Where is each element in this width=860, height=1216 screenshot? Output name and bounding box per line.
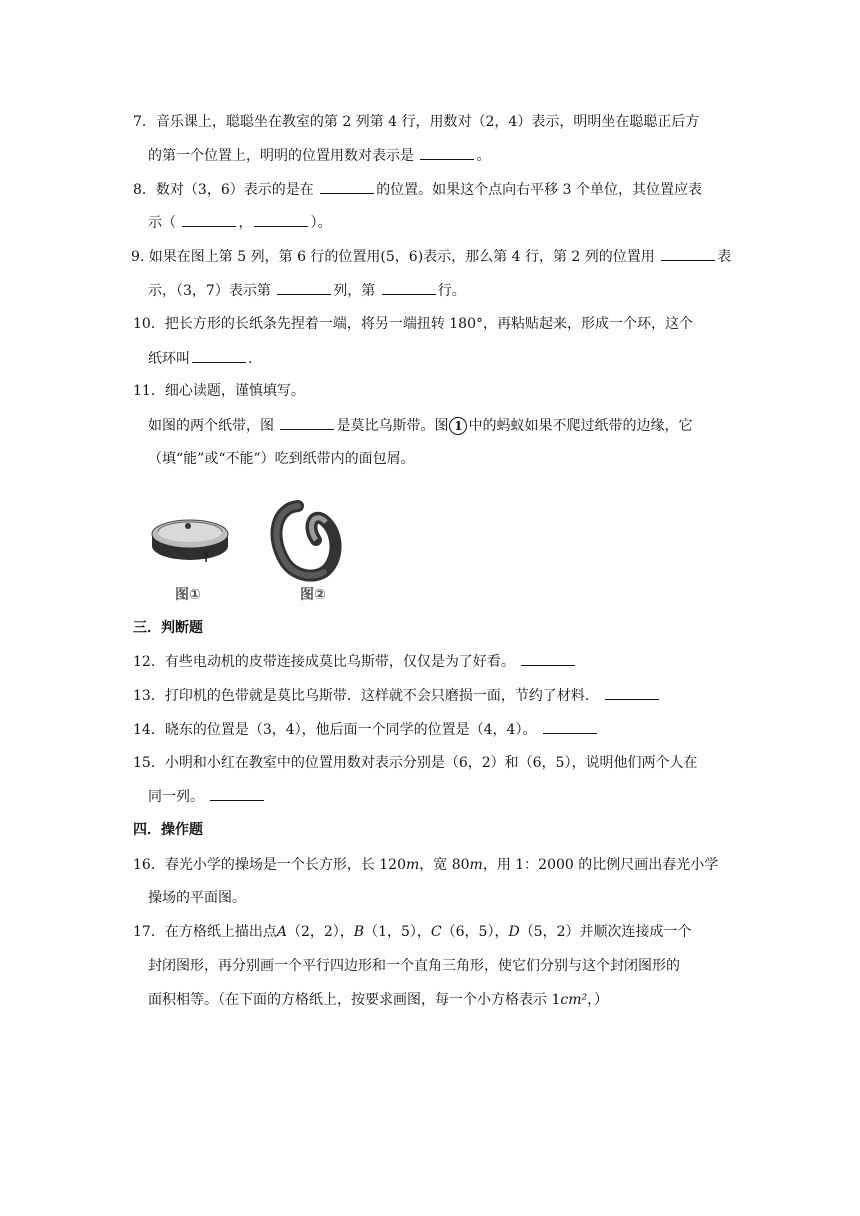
q8-line1: 8．数对（3，6）表示的是在 的位置。如果这个点向右平移 3 个单位，其位置应表 xyxy=(133,179,702,200)
q17-line2: 封闭图形，再分别画一个平行四边形和一个直角三角形，使它们分别与这个封闭图形的 xyxy=(148,958,680,974)
q9-line2: 示，（3，7）表示第 列，第 行。 xyxy=(148,280,466,301)
q11-line1: 11．细心读题，谨慎填写。 xyxy=(133,383,305,399)
figure-2-label: 图② xyxy=(300,587,326,603)
ring-band-icon xyxy=(152,520,228,562)
q7-line1: 7．音乐课上，聪聪坐在教室的第 2 列第 4 行，用数对（2，4）表示，明明坐在聪聪正后方 xyxy=(133,114,700,130)
q10-line2: 纸环叫 . xyxy=(148,348,252,369)
q7-line2: 的第一个位置上，明明的位置用数对表示是 。 xyxy=(148,145,490,166)
q15-answer-blank[interactable] xyxy=(210,786,264,801)
q8-line2: 示（ ， ）。 xyxy=(148,212,331,233)
q12-answer-blank[interactable] xyxy=(521,651,575,666)
figure-1-label: 图① xyxy=(175,587,201,603)
q8-answer-blank-3[interactable] xyxy=(254,212,308,227)
q10-line1: 10．把长方形的长纸条先捏着一端，将另一端扭转 180°，再粘贴起来，形成一个环，这个 xyxy=(133,316,693,332)
q12-line: 12．有些电动机的皮带连接成莫比乌斯带，仅仅是为了好看。 xyxy=(133,651,577,672)
q8-answer-blank-2[interactable] xyxy=(182,212,236,227)
q13-answer-blank[interactable] xyxy=(605,685,659,700)
q8-answer-blank-1[interactable] xyxy=(320,179,374,194)
q14-answer-blank[interactable] xyxy=(543,719,597,734)
q7-answer-blank[interactable] xyxy=(420,145,474,160)
q15-line2: 同一列。 xyxy=(148,786,266,807)
q11-line2: 如图的两个纸带，图 是莫比乌斯带。图 1 中的蚂蚁如果不爬过纸带的边缘，它 xyxy=(148,415,692,436)
circled-number: 1 xyxy=(449,417,467,435)
q9-answer-blank-2[interactable] xyxy=(277,280,331,295)
paper-bands-figure xyxy=(148,496,348,608)
q11-line3: （填“能”或“不能”）吃到纸带内的面包屑。 xyxy=(148,451,415,467)
q9-line1: 9. 如果在图上第 5 列，第 6 行的位置用(5，6)表示，那么第 4 行，第 2 列的位置用 表 xyxy=(131,246,731,267)
mobius-band-icon xyxy=(276,506,335,576)
q16-line1: 16．春光小学的操场是一个长方形，长 120m，宽 80m，用 1：2000 的比例尺画出春光小学 xyxy=(133,857,719,873)
q11-answer-blank[interactable] xyxy=(280,415,334,430)
q15-line1: 15．小明和小红在教室中的位置用数对表示分别是（6，2）和（6，5），说明他们两个人在 xyxy=(133,755,698,771)
q17-line3: 面积相等。（在下面的方格纸上，按要求画图，每一个小方格表示 1cm²，） xyxy=(148,992,609,1008)
q14-line: 14．晓东的位置是（3，4），他后面一个同学的位置是（4，4）。 xyxy=(133,719,599,740)
q16-line2: 操场的平面图。 xyxy=(148,890,246,906)
q9-answer-blank-1[interactable] xyxy=(661,246,715,261)
q13-line: 13．打印机的色带就是莫比乌斯带．这样就不会只磨损一面，节约了材料． xyxy=(133,685,661,706)
q10-answer-blank[interactable] xyxy=(192,348,246,363)
section-4-heading: 四．操作题 xyxy=(133,822,203,838)
q9-answer-blank-3[interactable] xyxy=(382,280,436,295)
section-3-heading: 三．判断题 xyxy=(133,620,203,636)
q17-line1: 17．在方格纸上描出点A（2，2），B（1，5），C（6，5），D（5，2）并顺次连接成一个 xyxy=(133,924,692,940)
